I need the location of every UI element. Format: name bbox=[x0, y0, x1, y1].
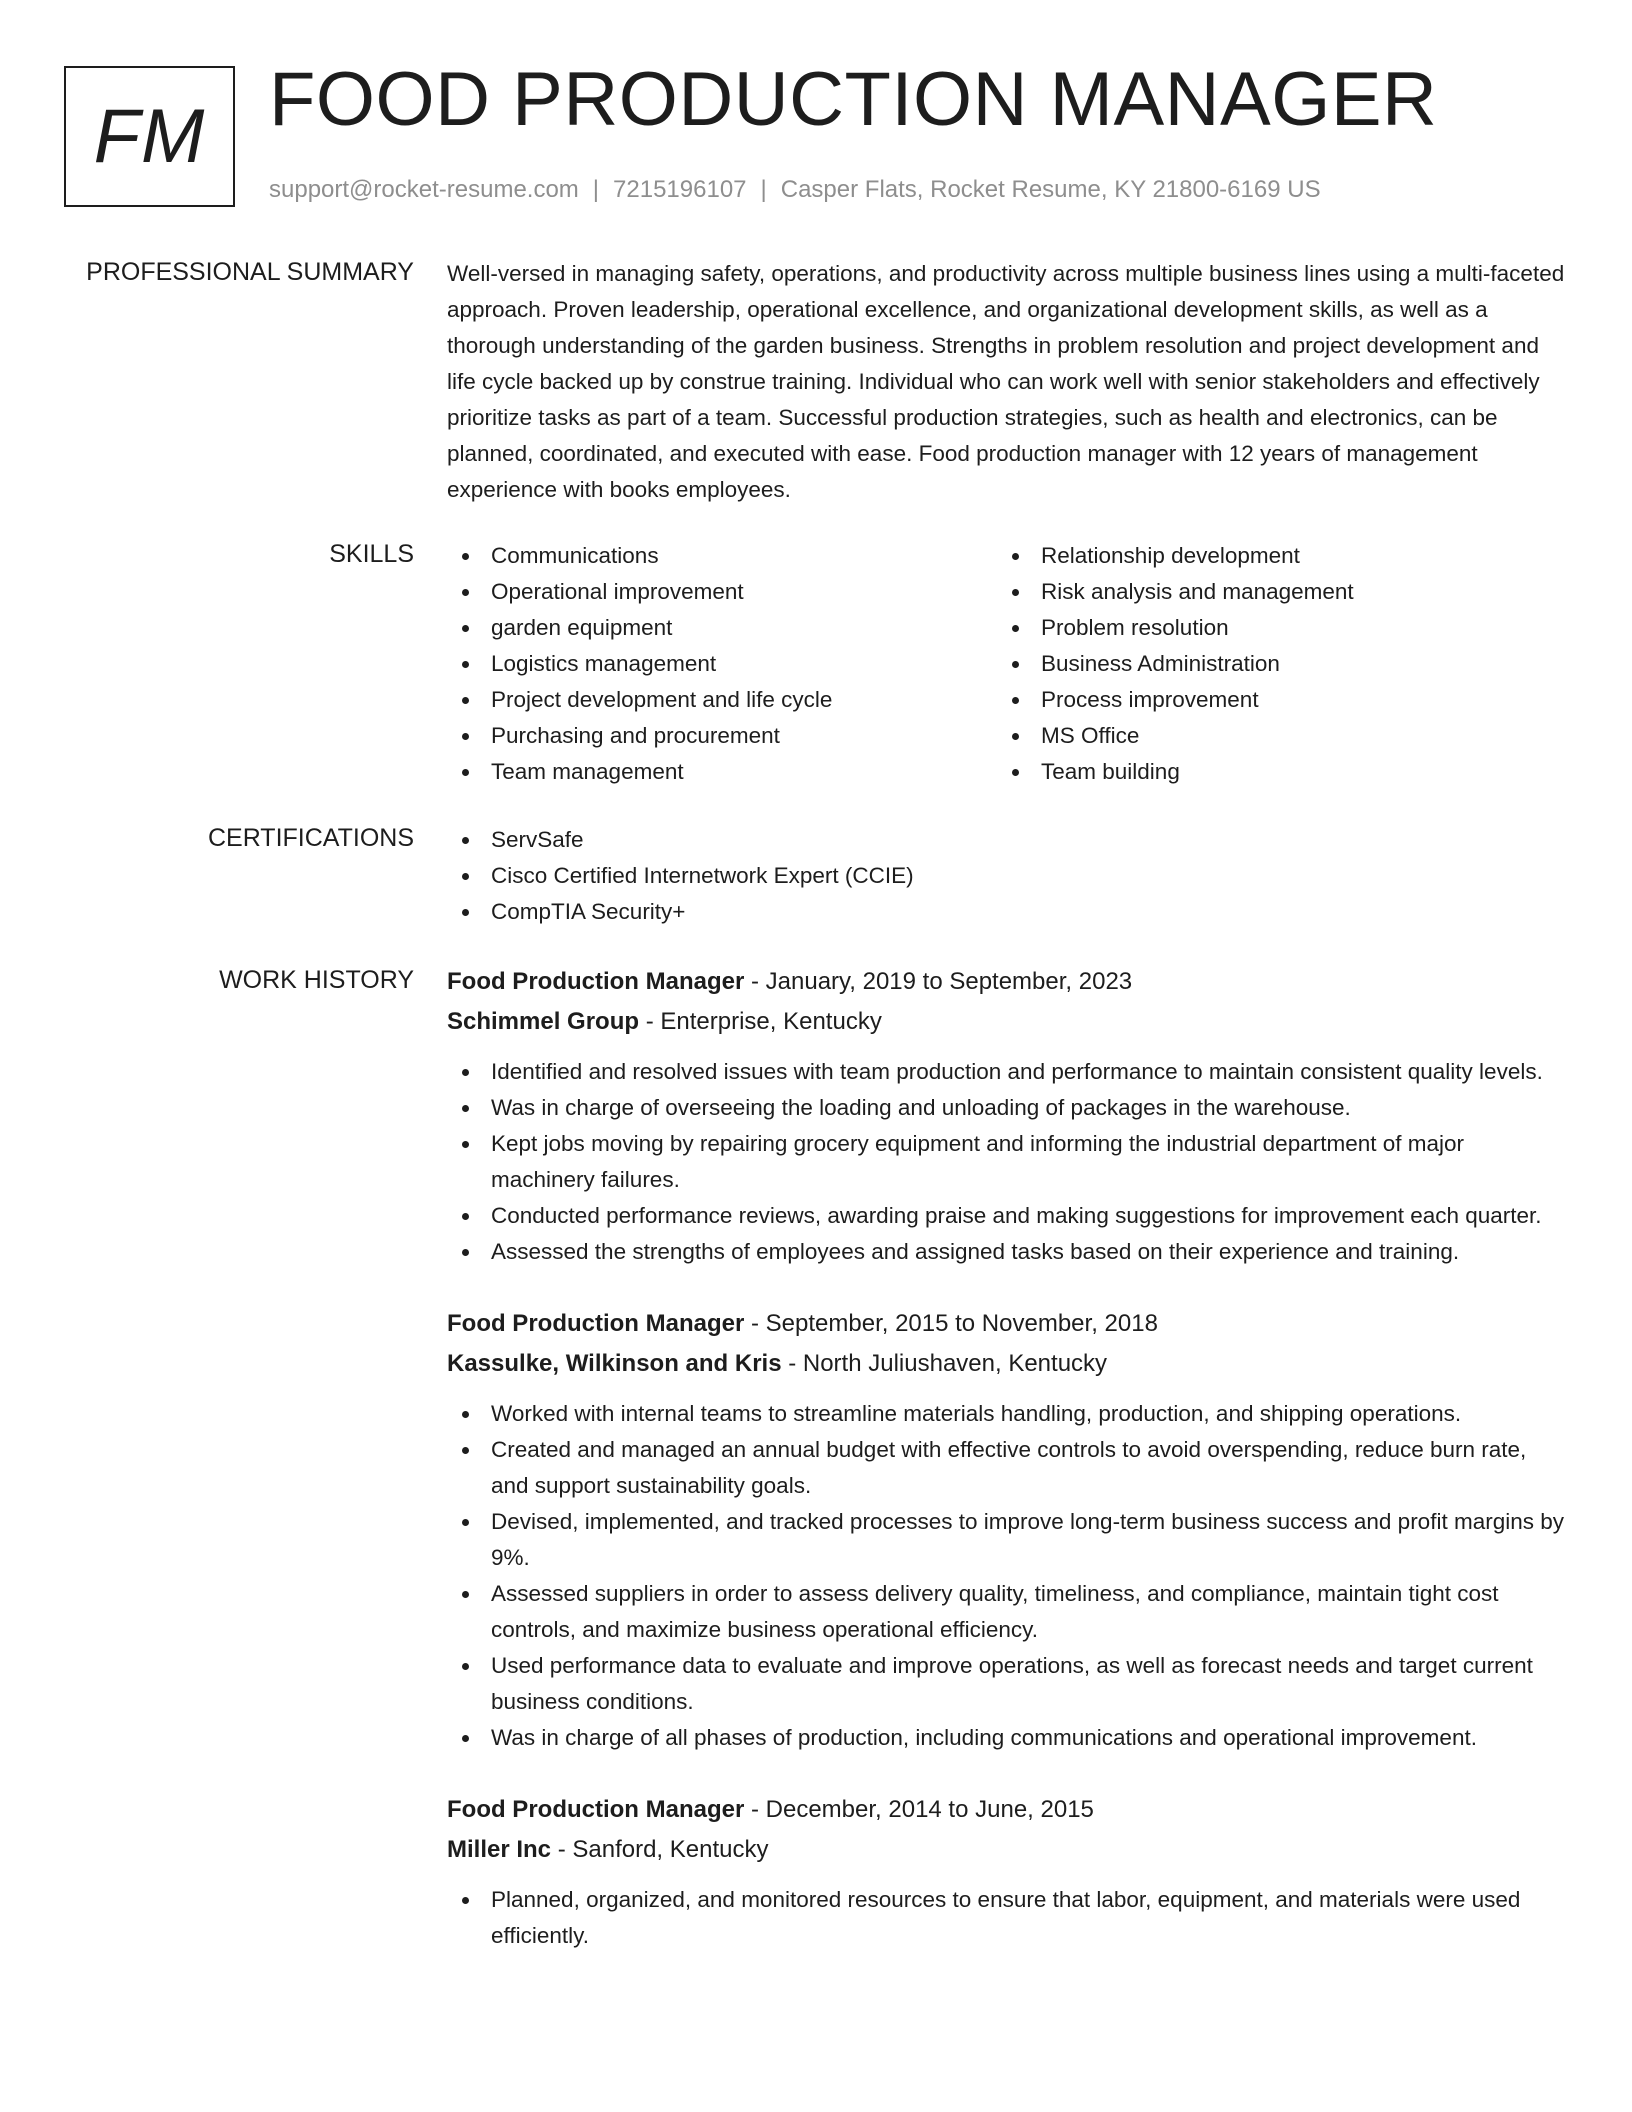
job-location: - Enterprise, Kentucky bbox=[639, 1008, 882, 1035]
job-bullet-list bbox=[447, 1054, 1567, 1270]
contact-address: Casper Flats, Rocket Resume, KY 21800-6169 US bbox=[780, 176, 1321, 203]
certifications-body bbox=[447, 822, 1567, 930]
resume-title: FOOD PRODUCTION MANAGER bbox=[269, 57, 1438, 142]
certifications-heading: CERTIFICATIONS bbox=[207, 824, 414, 852]
job-bullet: Worked with internal teams to streamline materials handling, production, and shipping operations. bbox=[447, 1396, 1567, 1432]
job-company: Miller Inc bbox=[447, 1836, 552, 1863]
job-title-line bbox=[447, 1790, 1567, 1830]
skill-item: Communications bbox=[447, 538, 997, 574]
skill-item: Team building bbox=[997, 754, 1547, 790]
job-bullet: Assessed the strengths of employees and assigned tasks based on their experience and training. bbox=[447, 1234, 1567, 1270]
contact-line bbox=[269, 176, 1321, 204]
job-title-line bbox=[447, 1304, 1567, 1344]
skill-item: Risk analysis and management bbox=[997, 574, 1547, 610]
job-title-line bbox=[447, 962, 1567, 1002]
job-company: Kassulke, Wilkinson and Kris bbox=[447, 1350, 782, 1377]
job-location: - North Juliushaven, Kentucky bbox=[781, 1350, 1108, 1377]
skill-item: Project development and life cycle bbox=[447, 682, 997, 718]
summary-text: Well-versed in managing safety, operations, and productivity across multiple business lines using a multi-faceted approach. Proven leadership, operational excellence, and organizational development skills, as well as a thorough understanding of the garden business. Strengths in problem resolution and project development and life cycle backed up by construe training. Individual who can work well with senior stakeholders and effectively prioritize tasks as part of a team. Successful production strategies, such as health and electronics, can be planned, coordinated, and executed with ease. Food production manager with 12 years of management experience with books employees. bbox=[447, 261, 1565, 502]
job-dates: - September, 2015 to November, 2018 bbox=[744, 1310, 1158, 1337]
job-dates: - December, 2014 to June, 2015 bbox=[744, 1796, 1094, 1823]
skill-item: MS Office bbox=[997, 718, 1547, 754]
skill-item: Process improvement bbox=[997, 682, 1547, 718]
skill-item: Team management bbox=[447, 754, 997, 790]
job-bullet: Was in charge of overseeing the loading and unloading of packages in the warehouse. bbox=[447, 1090, 1567, 1126]
initials-monogram bbox=[64, 66, 235, 207]
job-bullet: Created and managed an annual budget with effective controls to avoid overspending, reduce burn rate, and support sustainability goals. bbox=[447, 1432, 1567, 1504]
job-entry bbox=[447, 962, 1567, 1270]
job-location: - Sanford, Kentucky bbox=[551, 1836, 769, 1863]
job-company: Schimmel Group bbox=[447, 1008, 640, 1035]
job-company-line bbox=[447, 1002, 1567, 1042]
job-entry bbox=[447, 1304, 1567, 1756]
contact-separator: | bbox=[592, 176, 600, 203]
job-bullet: Devised, implemented, and tracked processes to improve long-term business success and profit margins by 9%. bbox=[447, 1504, 1567, 1576]
job-company-line bbox=[447, 1344, 1567, 1384]
certifications-list bbox=[447, 822, 1567, 930]
job-bullet: Was in charge of all phases of production, including communications and operational improvement. bbox=[447, 1720, 1567, 1756]
work-history-heading: WORK HISTORY bbox=[219, 966, 414, 994]
job-bullet-list bbox=[447, 1882, 1567, 1954]
job-title: Food Production Manager bbox=[447, 968, 745, 995]
skill-item: Purchasing and procurement bbox=[447, 718, 997, 754]
skill-item: Problem resolution bbox=[997, 610, 1547, 646]
skills-list-left bbox=[447, 538, 997, 790]
skill-item: garden equipment bbox=[447, 610, 997, 646]
skill-item: Operational improvement bbox=[447, 574, 997, 610]
job-bullet: Conducted performance reviews, awarding praise and making suggestions for improvement each quarter. bbox=[447, 1198, 1567, 1234]
skill-item: Logistics management bbox=[447, 646, 997, 682]
contact-separator: | bbox=[760, 176, 767, 203]
skills-list-right bbox=[997, 538, 1547, 790]
job-bullet: Identified and resolved issues with team production and performance to maintain consistent quality levels. bbox=[447, 1054, 1567, 1090]
skill-item: Business Administration bbox=[997, 646, 1547, 682]
job-entry bbox=[447, 1790, 1567, 1954]
work-history-body bbox=[447, 962, 1567, 1988]
job-dates: - January, 2019 to September, 2023 bbox=[744, 968, 1133, 995]
job-bullet: Assessed suppliers in order to assess delivery quality, timeliness, and compliance, maintain tight cost controls, and maximize business operational efficiency. bbox=[447, 1576, 1567, 1648]
contact-email[interactable]: support@rocket-resume.com bbox=[269, 176, 579, 203]
certification-item: CompTIA Security+ bbox=[447, 894, 1567, 930]
skills-body bbox=[447, 538, 1567, 790]
job-bullet: Planned, organized, and monitored resources to ensure that labor, equipment, and materials were used efficiently. bbox=[447, 1882, 1567, 1954]
job-company-line bbox=[447, 1830, 1567, 1870]
certification-item: Cisco Certified Internetwork Expert (CCIE) bbox=[447, 858, 1567, 894]
job-bullet-list bbox=[447, 1396, 1567, 1756]
skill-item: Relationship development bbox=[997, 538, 1547, 574]
summary-heading: PROFESSIONAL SUMMARY bbox=[86, 258, 414, 286]
job-title: Food Production Manager bbox=[447, 1310, 745, 1337]
job-bullet: Used performance data to evaluate and improve operations, as well as forecast needs and target current business conditions. bbox=[447, 1648, 1567, 1720]
contact-phone[interactable]: 7215196107 bbox=[613, 176, 747, 203]
skills-heading: SKILLS bbox=[329, 540, 414, 568]
job-bullet: Kept jobs moving by repairing grocery equipment and informing the industrial department of major machinery failures. bbox=[447, 1126, 1567, 1198]
certification-item: ServSafe bbox=[447, 822, 1567, 858]
initials-text: FM bbox=[93, 94, 206, 179]
job-title: Food Production Manager bbox=[447, 1796, 745, 1823]
